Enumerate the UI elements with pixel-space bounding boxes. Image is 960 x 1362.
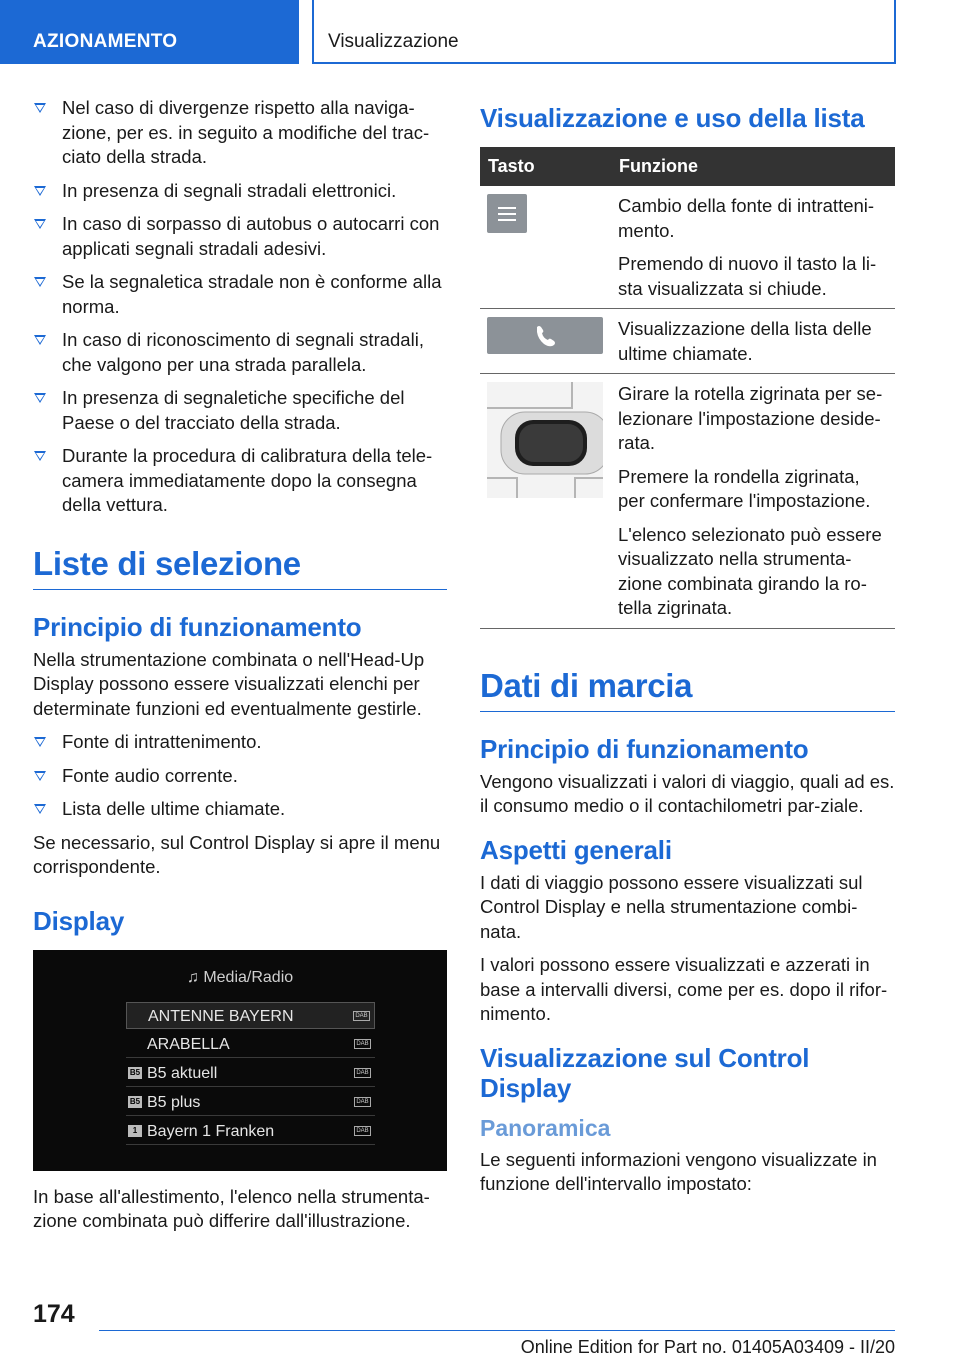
heading-control-display: Visualizzazione sul Control Display: [480, 1042, 810, 1103]
screen-title: ♫ Media/Radio: [186, 968, 294, 986]
right-column: [480, 96, 895, 1206]
bullet-list-top: [33, 96, 447, 518]
triangle-bullet-icon: [34, 393, 46, 403]
table-row: [480, 374, 895, 629]
heading-display: Display: [33, 905, 125, 936]
list-item: In caso di sorpasso di autobus o autocarri con applicati segnali stradali adesivi.: [33, 212, 447, 261]
thumbwheel-image: [487, 382, 603, 498]
triangle-bullet-icon: [34, 219, 46, 229]
list-item: In presenza di segnali stradali elettronici.: [33, 179, 447, 204]
phone-icon: [487, 317, 603, 354]
dab-badge: DAB: [354, 1068, 371, 1078]
triangle-bullet-icon: [34, 103, 46, 113]
controls-table: [480, 147, 895, 629]
table-cell: [480, 186, 611, 309]
dab-badge: DAB: [354, 1126, 371, 1136]
footer-edition: Online Edition for Part no. 01405A03409 - II/20: [520, 1337, 895, 1357]
header-section: AZIONAMENTO: [0, 0, 299, 64]
list-item: In caso di riconoscimento di segnali stradali, che valgono per una strada parallela.: [33, 328, 447, 377]
list-item: Se la segnaletica stradale non è conforme alla norma.: [33, 270, 447, 319]
list-item: Durante la procedura di calibratura della tele-camera immediatamente dopo la consegna della vettura.: [33, 444, 447, 518]
heading-general: Aspetti generali: [480, 834, 672, 865]
table-cell: Cambio della fonte di intratteni-mento. Premendo di nuovo il tasto la li-sta visualizzata si chiude.: [611, 186, 895, 309]
triangle-bullet-icon: [34, 737, 46, 747]
station-row: 1 Bayern 1 Franken DAB: [126, 1118, 375, 1145]
table-header-button: Tasto: [480, 147, 611, 186]
station-row: ARABELLA DAB: [126, 1031, 375, 1058]
station-logo-icon: B5: [129, 1067, 141, 1077]
list-item: Nel caso di divergenze rispetto alla naviga-zione, per es. in seguito a modifiche del trac-ciato della strada.: [33, 96, 447, 170]
dab-badge: DAB: [354, 1039, 371, 1049]
radio-screen-image: [33, 950, 447, 1171]
paragraph-general-2: I valori possono essere visualizzati e azzerati in base a intervalli diversi, come per es. dopo il rifor-nimento.: [480, 954, 888, 1024]
header-subsection: Visualizzazione: [312, 0, 896, 64]
table-cell: [480, 374, 611, 629]
paragraph-trip-values: Vengono visualizzati i valori di viaggio, quali ad es. il consumo medio o il contachilometri par-ziale.: [480, 770, 895, 816]
triangle-bullet-icon: [34, 277, 46, 287]
page-number: 174: [33, 1300, 75, 1328]
station-row: B5 B5 aktuell DAB: [126, 1060, 375, 1087]
intro-paragraph: Nella strumentazione combinata o nell'Head-Up Display possono essere visualizzati elenchi per determinate funzioni ed eventualmente gestirle.: [33, 648, 425, 719]
heading-principle-trip: Principio di funzionamento: [480, 733, 809, 764]
heading-list-usage: Visualizzazione e uso della lista: [480, 103, 865, 133]
list-item: Fonte di intrattenimento.: [33, 730, 447, 755]
heading-principle: Principio di funzionamento: [33, 611, 362, 642]
media-radio-icon: ♫: [186, 968, 204, 986]
dab-badge: DAB: [353, 1011, 370, 1021]
paragraph-general-1: I dati di viaggio possono essere visualizzati sul Control Display e nella strumentazione combi-nata.: [480, 871, 863, 942]
triangle-bullet-icon: [34, 186, 46, 196]
table-cell: [480, 309, 611, 374]
table-row: [480, 309, 895, 374]
list-item: Fonte audio corrente.: [33, 764, 447, 789]
station-row: ANTENNE BAYERN DAB: [126, 1002, 375, 1029]
table-header-function: Funzione: [611, 147, 895, 186]
list-item: In presenza di segnaletiche specifiche del Paese o del tracciato della strada.: [33, 386, 447, 435]
station-logo-icon: 1: [128, 1125, 142, 1137]
paragraph-overview: Le seguenti informazioni vengono visualizzate in funzione dell'intervallo impostato:: [480, 1148, 877, 1194]
triangle-bullet-icon: [34, 804, 46, 814]
section-title-selection-lists: Liste di selezione: [33, 545, 447, 590]
footer-divider: [99, 1330, 895, 1331]
list-icon: [487, 194, 527, 233]
image-caption: In base all'allestimento, l'elenco nella strumenta-zione combinata può differire dall'illustrazione.: [33, 1185, 430, 1231]
heading-overview: Panoramica: [480, 1114, 611, 1141]
table-cell: Visualizzazione della lista delle ultime chiamate.: [611, 309, 895, 374]
station-row: B5 B5 plus DAB: [126, 1089, 375, 1116]
left-column: [33, 96, 447, 1243]
dab-badge: DAB: [354, 1097, 371, 1107]
table-cell: Girare la rotella zigrinata per se-lezionare l'impostazione deside-rata. Premere la rondella zigrinata, per confermare l'impostazione. L'elenco selezionato può essere visualizzato nella strumenta-zione combinata girando la ro-tella zigrinata.: [611, 374, 895, 629]
triangle-bullet-icon: [34, 771, 46, 781]
list-item: Lista delle ultime chiamate.: [33, 797, 447, 822]
note-paragraph: Se necessario, sul Control Display si apre il menu corrispondente.: [33, 831, 441, 877]
triangle-bullet-icon: [34, 335, 46, 345]
triangle-bullet-icon: [34, 451, 46, 461]
table-row: [480, 186, 895, 309]
station-logo-icon: B5: [129, 1096, 141, 1106]
bullet-list-sources: [33, 730, 447, 822]
section-title-trip-data: Dati di marcia: [480, 667, 895, 712]
